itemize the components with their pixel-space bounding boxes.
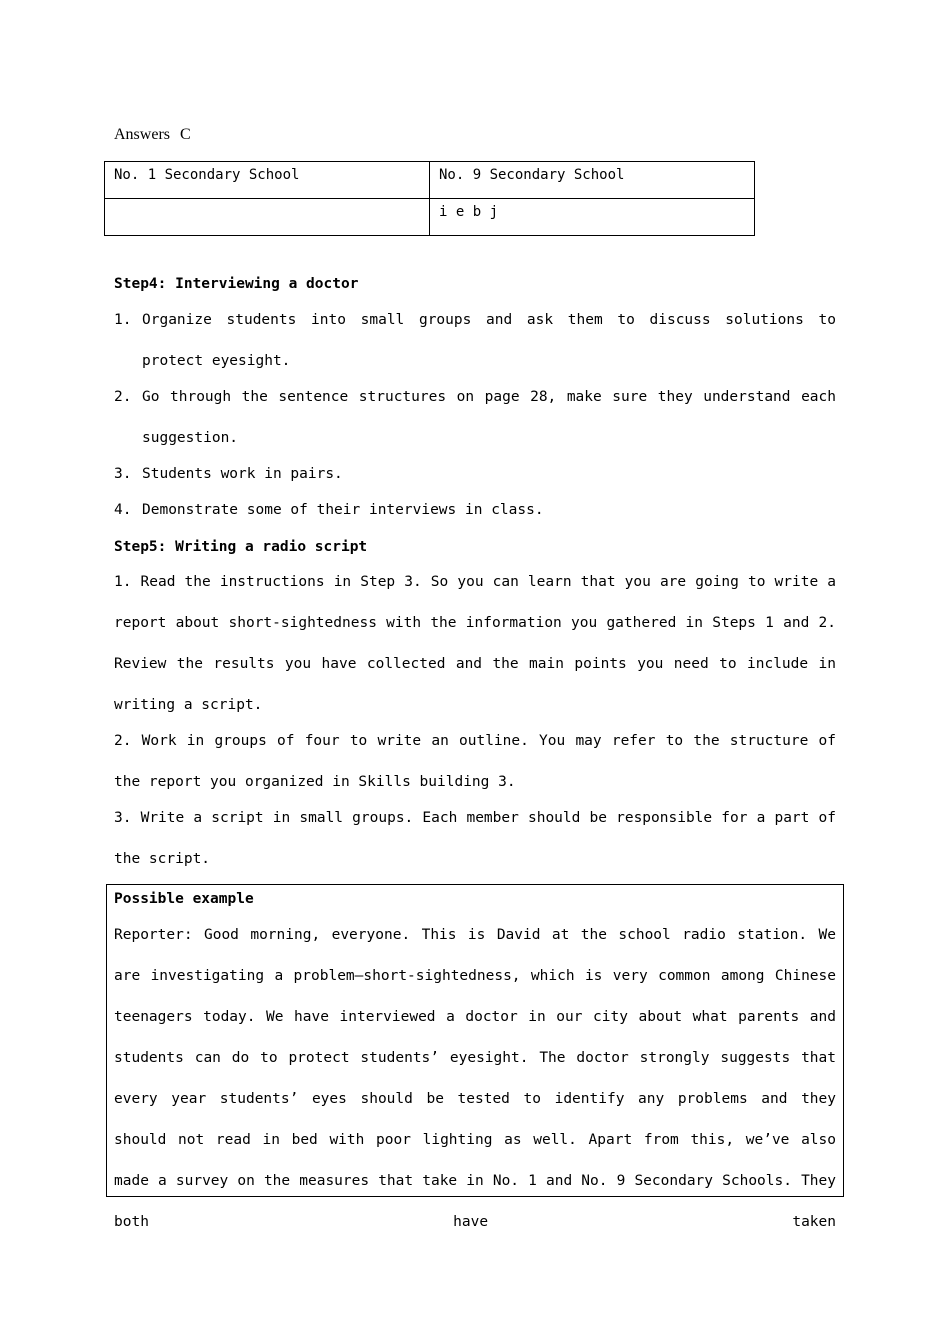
answers-line [114, 126, 191, 144]
answers-label: Answers [114, 126, 170, 143]
list-item-number: 2. [114, 389, 132, 405]
step4-heading: Step4: Interviewing a doctor [114, 276, 359, 292]
list-item-text: Go through the sentence structures on page 28, make sure they understand each suggestion. [142, 389, 836, 446]
list-item [114, 454, 836, 495]
table-cell: i e b j [430, 199, 755, 236]
list-item [114, 300, 836, 382]
table-row [105, 199, 755, 236]
step5-paragraph: 3. Write a script in small groups. Each member should be responsible for a part of the script. [114, 810, 836, 867]
list-item-number: 3. [114, 466, 132, 482]
step5-paragraph: 2. Work in groups of four to write an outline. You may refer to the structure of the report you organized in Skills building 3. [114, 733, 836, 790]
table-header-cell: No. 9 Secondary School [430, 162, 755, 199]
list-item-text: Demonstrate some of their interviews in class. [142, 502, 544, 518]
table-header-cell: No. 1 Secondary School [105, 162, 430, 199]
list-item-text: Organize students into small groups and ask them to discuss solutions to protect eyesight. [142, 312, 836, 369]
list-item [114, 377, 836, 459]
table-header-row [105, 162, 755, 199]
example-title: Possible example [114, 891, 254, 907]
example-box [106, 884, 844, 1230]
answers-value: C [180, 126, 191, 143]
table-cell [105, 199, 430, 236]
list-item [114, 490, 836, 531]
example-text: Reporter: Good morning, everyone. This is David at the school radio station. We are investigating a problem—short-sightedness, which is very common among Chinese teenagers today. We have interviewed a doctor in our city about what parents and students can do to protect students’ eyesight. The doctor strongly suggests that every year students’ eyes should be tested to identify any problems and they should not read in bed with poor lighting as well. Apart from this, we’ve also made a survey on the measures that take in No. 1 and No. 9 Secondary Schools. They both have taken [114, 927, 836, 1230]
step5-heading: Step5: Writing a radio script [114, 539, 368, 555]
answers-table [104, 161, 755, 236]
list-item-number: 4. [114, 502, 132, 518]
step5-paragraph: 1. Read the instructions in Step 3. So you can learn that you are going to write a report about short-sightedness with the information you gathered in Steps 1 and 2. Review the results you have collected and the main points you need to include in writing a script. [114, 574, 836, 713]
list-item-text: Students work in pairs. [142, 466, 343, 482]
list-item-number: 1. [114, 312, 132, 328]
